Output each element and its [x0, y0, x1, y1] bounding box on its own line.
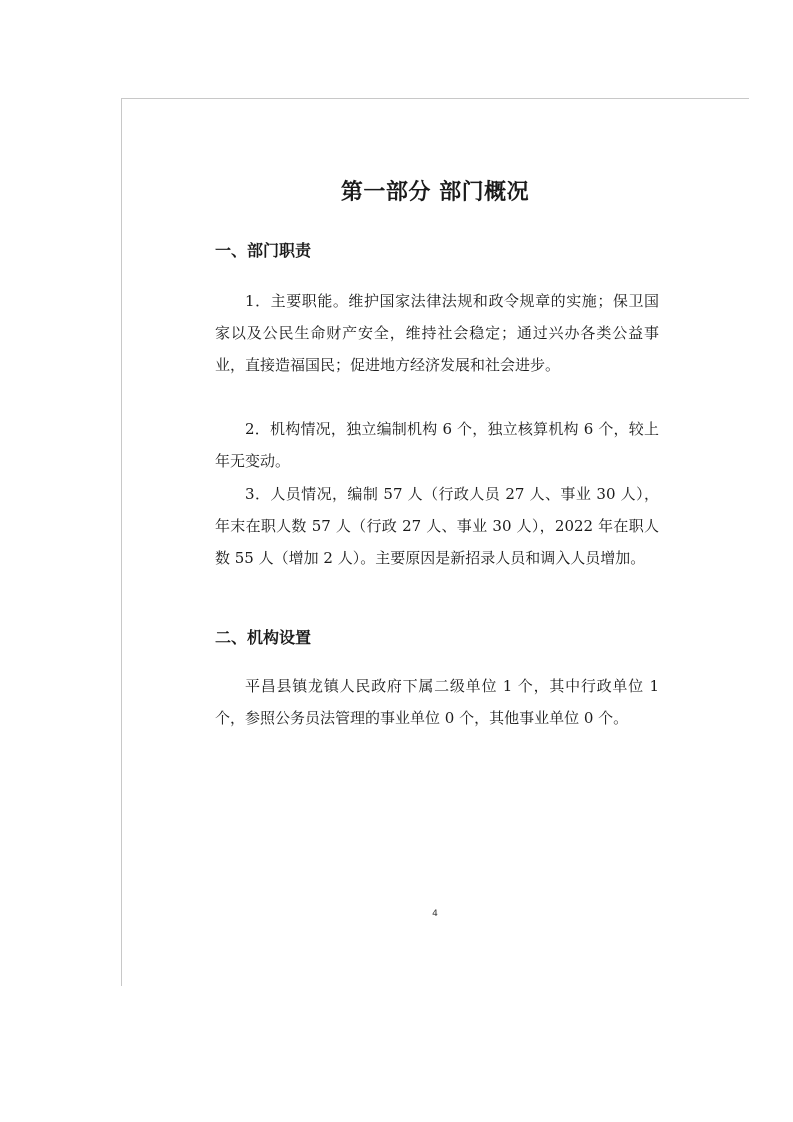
paragraph-staffing: 3．人员情况，编制 57 人（行政人员 27 人、事业 30 人），年末在职人数 57 人（行政 27 人、事业 30 人），2022 年在职人数 55 人（增加 2 人）。主要原因是新招录人员和调入人员增加。	[215, 485, 659, 567]
page-border-top	[121, 98, 749, 99]
paragraph-main-functions: 1．主要职能。维护国家法律法规和政令规章的实施；保卫国家以及公民生命财产安全，维持社会稳定；通过兴办各类公益事业，直接造福国民；促进地方经济发展和社会进步。	[215, 292, 659, 374]
paragraph-subordinate-units: 平昌县镇龙镇人民政府下属二级单位 1 个，其中行政单位 1 个，参照公务员法管理的事业单位 0 个，其他事业单位 0 个。	[215, 677, 659, 727]
page-border-left	[121, 98, 122, 986]
section-heading-duties: 一、部门职责	[215, 241, 312, 260]
page-title: 第一部分 部门概况	[340, 180, 530, 205]
paragraph-institutions: 2．机构情况，独立编制机构 6 个，独立核算机构 6 个，较上年无变动。	[215, 420, 659, 470]
page-number: 4	[432, 909, 438, 919]
section-heading-organization: 二、机构设置	[215, 628, 312, 647]
